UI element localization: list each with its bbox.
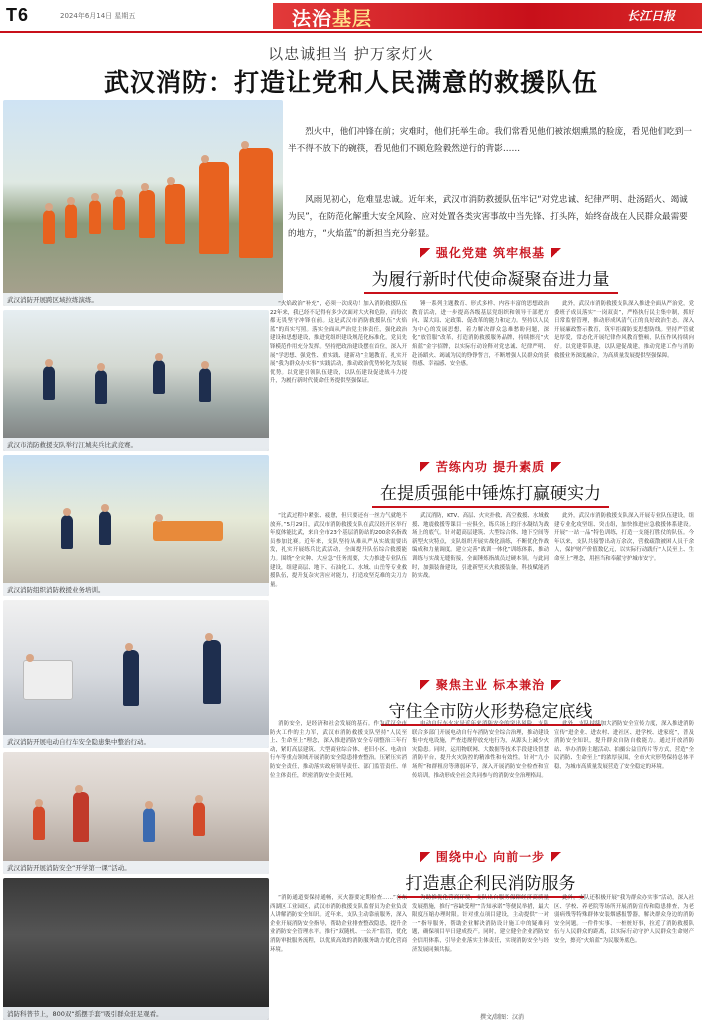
section-title: 为履行新时代使命凝聚奋进力量 xyxy=(364,265,618,294)
photo-training xyxy=(3,455,269,596)
lead-paragraph-2: 风雨见初心，危难显忠诚。近年来，武汉市消防救援队伍牢记“对党忠诚、纪律严明、赴汤蹈火、竭诚为民”，在防范化解重大安全风险、应对处置各类灾害事故中当先锋、打头阵，始终奋战在人民群众最需要的地方，“火焰蓝”的新担当充分彰显。 xyxy=(288,195,688,239)
section-title-a: 法治 xyxy=(292,8,333,30)
body-column: 武汉消防，KTV、高层、火灾扑救、高空救援、水域救援、地震救援等课目一应俱全，练兵场上的汗水凝结为战场上的底气。针对超高层建筑、大型综合体、地下空间等新型火灾特点，支队组织开展实战化演练，不断优化作战编成和力量调度。建立完善“战训一体化”训练体系，推动训练与实战无缝衔接，全面锤炼指战员过硬本领。与此同时，加强装备建设，引进新型灭火救援装备，科技赋能消防实战。 xyxy=(412,513,549,580)
body-column: 此外，武汉市消防救援支队深入开展专业队伍建设，组建专业化攻坚组、突击组，加快推进应急救援体系建设。开展“一站一品”特色训练，打造一支能打胜仗的队伍。今年以来，支队共接警出动万余次，营救疏散被困人员千余人，保护财产价值数亿元，以实际行动践行“人民至上、生命至上”理念，用担当和奉献守护城市安宁。 xyxy=(554,513,694,562)
photo-ebike-inspection xyxy=(3,600,269,748)
byline-credit: 撰文/制图：汉消 xyxy=(480,1014,525,1021)
section-subtitle: 苦练内功 提升素质 xyxy=(288,458,693,475)
header-rule xyxy=(0,31,702,33)
body-column: 此外，支队持续加大消防安全宣传力度，深入推进消防宣传“进企业、进农村、进社区、进学校、进家庭”，普及消防安全知识，提升群众自防自救能力。通过开放消防站、举办消防主题活动、拍摄公益宣传片等方式，营造“全民消防、生命至上”的浓厚氛围，全市火灾形势保持总体平稳，为城市高质量发展营造了安全稳定的环境。 xyxy=(554,721,694,770)
photo-gloves xyxy=(3,878,269,1020)
section-heading-1 xyxy=(288,244,693,294)
photo-caption: 消防科普节上，800双“摇摆手套”吸引群众驻足观看。 xyxy=(3,1007,269,1020)
lead-paragraph-1: 烈火中，他们冲锋在前；灾难时，他们托举生命。我们常看见他们被浓烟熏黑的脸庞，看见他们吃到一半不得不放下的碗筷，看见他们不顾危险毅然逆行的背影…… xyxy=(288,127,692,154)
newspaper-logo: 长江日报 xyxy=(627,9,676,23)
section-title-b: 基层 xyxy=(332,8,373,30)
body-column: “火焰政治”补充”，必须一次成功！加入消防救援队伍22年来，我已经不记得有多少次面对大火和危险，而每次都无畏坚守冲锋在前。这是武汉市消防救援队伍“火焰蓝”的真实写照。落实全面从严治党主体责任，强化政治建设和思想建设，推进党组织建设规范化标准化，党员先锋模范作用充分发挥。坚持把政治建设摆在首位，深入开展“学思想、强党性、重实践、建新功”主题教育，扎实开展“我为群众办实事”实践活动，推动政治优势转化为发展优势。以党建引领队伍建设，以队伍建设促进战斗力提升，为履行新时代使命任务提供坚强保证。 xyxy=(270,301,407,385)
section-subtitle: 强化党建 筑牢根基 xyxy=(288,244,693,261)
photo-caption: 武汉消防开展消防安全“开学第一课”活动。 xyxy=(3,861,269,874)
page-number: T6 xyxy=(6,5,30,25)
section-title: 打造惠企利民消防服务 xyxy=(398,869,584,898)
section-heading-3 xyxy=(288,676,693,726)
body-column: “消防通道要保持通畅，灭火器要定期检查……”在东西湖区工业园区，武汉市消防救援支队监督员为企业负责人讲解消防安全知识。近年来，支队主动靠前服务，深入企业开展消防安全指导，帮助企业排查整改隐患，提升企业消防安全管理水平。推行“双随机、一公开”监管，优化消防审批服务流程，以优质高效的消防服务助力优化营商环境。 xyxy=(270,895,407,953)
photo-school-event xyxy=(3,752,269,874)
body-column: 电动自行车火灾是近年来消防安全的突出风险。支队联合多部门开展电动自行车消防安全综合治理，推动建设集中充电设施，严查违规停放充电行为，从源头上减少火灾隐患。同时，运用物联网、大数据等技术手段建设智慧消防平台，提升火灾防控的精准性和有效性。针对“九小场所”和群租房等薄弱环节，深入开展消防安全检查和宣传培训，推动形成全社会共同参与的消防安全治理格局。 xyxy=(412,721,549,779)
photo-caption: 武汉消防组织消防救援业务培训。 xyxy=(3,583,269,596)
article-headline: 武汉消防：打造让党和人民满意的救援队伍 xyxy=(103,68,598,97)
section-title: 在提质强能中锤炼打赢硬实力 xyxy=(372,479,609,508)
body-column: 消防安全，是经济和社会发展的基石。作为武汉全市防火工作的主力军，武汉市消防救援支队坚持“人民至上、生命至上”理念，深入推进消防安全专项整治三年行动，紧盯高层建筑、大型商业综合体、老旧小区、电动自行车等重点领域开展消防安全隐患排查整治。压紧压实消防安全责任，推动落实政府领导责任、部门监管责任、单位主体责任，织密消防安全责任网。 xyxy=(270,721,407,779)
photo-caption: 武汉消防开展电动自行车安全隐患集中整治行动。 xyxy=(3,735,269,748)
body-column: 锤一系列主题教育、形式多样、内容丰富的思想政治教育活动，进一步提高各级基层党组织和领导干部把方向、谋大局、定政策、促改革的能力和定力。坚持以人民为中心的发展思想，着力解决群众急难愁盼问题，深化“放管服”改革，打造消防救援服务品牌，持续擦亮“火焰蓝”金字招牌，以实际行动诠释对党忠诚、纪律严明、赴汤蹈火、竭诚为民的铮铮誓言，不断增强人民群众的获得感、幸福感、安全感。 xyxy=(412,301,549,368)
hero-photo xyxy=(3,100,283,306)
section-heading-4 xyxy=(288,848,693,898)
body-column: “比武过程中紧张、疲惫，但只要还有一丝力气就绝不放弃。”5月29日，武汉市消防救援支队在武汉经开区举行年度体能比武，来自全市23个基层消防站的200余名指战员参加比赛。近年来，支队坚持从难从严从实战需要出发，扎实开展练兵比武活动，全面提升队伍综合救援能力。围绕“全灾种、大应急”任务需要，大力推进专业队伍建设，组建高层、地下、石油化工、水域、山岳等专业救援队伍，提升复杂灾害应对能力，打造攻坚克难的尖刀力量。 xyxy=(270,513,407,588)
photo-competition xyxy=(3,310,269,451)
body-column: 此外，武汉市消防救援支队深入推进全面从严治党，党委班子成员落实“一岗双责”，严格执行民主集中制，抓好日常监督管理，推动形成风清气正的良好政治生态。深入开展廉政警示教育，筑牢拒腐防变思想防线。坚持严管就是厚爱，常态化开展纪律作风教育整顿，队伍作风持续向好。以党建带队建，以队建促战建，推动党建工作与消防救援业务深度融合，为高质量发展提供坚强保障。 xyxy=(554,301,694,359)
section-heading-2 xyxy=(288,458,693,508)
section-subtitle: 围绕中心 向前一步 xyxy=(288,848,693,865)
article-kicker: 以忠诚担当 护万家灯火 xyxy=(268,45,434,63)
body-column: 为助推优化营商环境，支队出台服务保障经济高质量发展措施，推行“容缺受理”“告知承诺”等便民举措，最大限度压缩办理时限。针对重点项目建设，主动提供“一对一”指导服务，帮助企业解决消防设计施工中的疑难问题，确保项目早日建成投产。同时，建立健全企业消防安全信用体系，引导企业落实主体责任，实现消防安全与经济发展同频共振。 xyxy=(412,895,549,953)
photo-caption: 武汉市消防救援支队举行江城夹兵比武竞赛。 xyxy=(3,438,269,451)
section-title xyxy=(292,4,372,31)
section-title: 守住全市防火形势稳定底线 xyxy=(381,697,601,726)
body-column: 此外，支队还积极开展“我为群众办实事”活动，深入社区、学校、养老院等场所开展消防宣传和隐患排查，为老弱病残等特殊群体安装烟感报警器，解决群众身边的消防安全问题。一件件实事、一桩桩好事，拉近了消防救援队伍与人民群众的距离，以实际行动守护人民群众生命财产安全，擦亮“火焰蓝”为民服务底色。 xyxy=(554,895,694,944)
page-header xyxy=(0,0,702,31)
issue-date: 2024年6月14日 星期五 xyxy=(60,12,136,20)
section-subtitle: 聚焦主业 标本兼治 xyxy=(288,676,693,693)
photo-caption: 武汉消防开展跨区域拉练演练。 xyxy=(3,293,283,306)
